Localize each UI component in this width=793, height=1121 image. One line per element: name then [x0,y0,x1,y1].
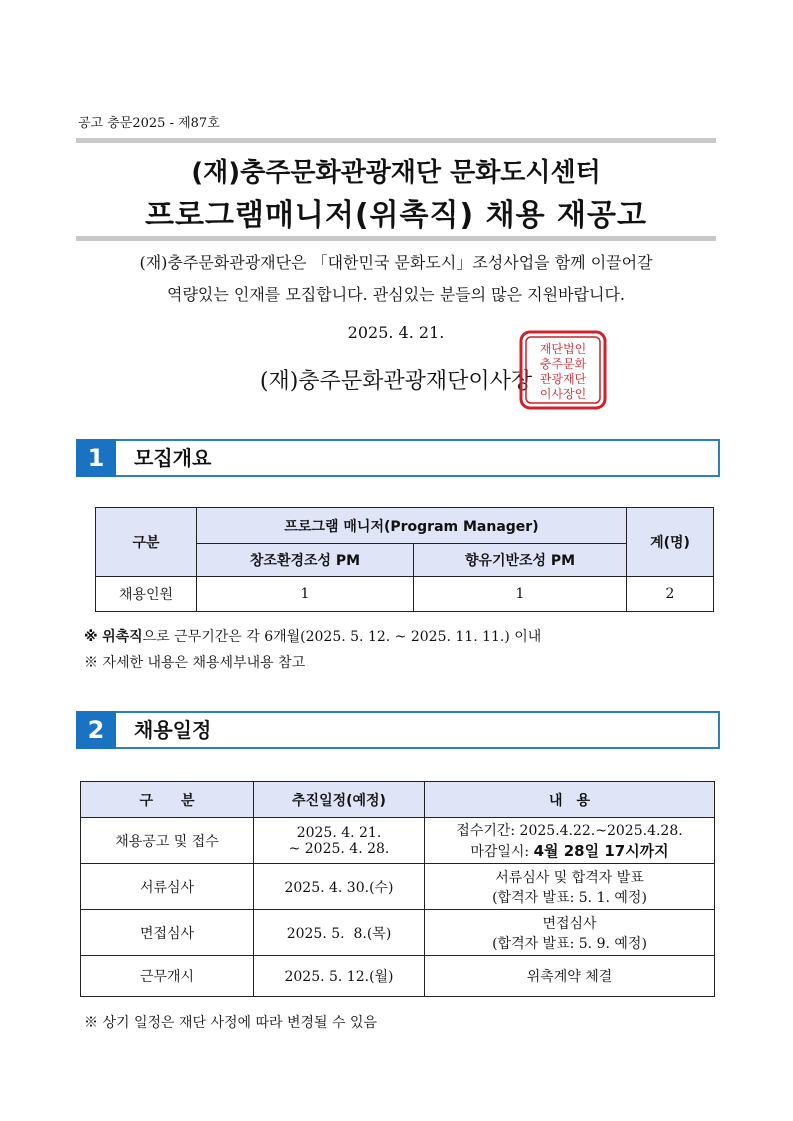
intro-line2: 역량있는 인재를 모집합니다. 관심있는 분들의 많은 지원바랍니다. [166,285,625,304]
recruitment-summary-table [95,507,714,612]
section2-number: 2 [76,711,116,749]
schedule-note: ※ 상기 일정은 재단 사정에 따라 변경될 수 있음 [84,1015,378,1031]
pm1-count: 1 [197,577,414,612]
row-category: 채용공고 및 접수 [81,818,254,864]
row-content [425,818,715,864]
header-content: 내 용 [425,782,715,818]
notice-date: 2025. 4. 21. [347,323,445,342]
header-pm2: 향유기반조성 PM [414,544,627,577]
row-content [425,910,715,956]
row-content-line2 [425,840,714,861]
header-division: 구 분 [81,782,254,818]
row-content-line2: (합격자 발표: 5. 1. 예정) [492,889,647,906]
title-line2: 프로그램매니저(위촉직) 채용 재공고 [144,198,647,233]
table-row [81,910,715,956]
row-date-line1: 2025. 4. 21. [296,824,382,841]
section1-title: 모집개요 [134,446,212,470]
table-row [81,818,715,864]
note1-rest: 으로 근무기간은 각 6개월(2025. 5. 12. ~ 2025. 11. 11.) 이내 [142,629,542,645]
header-pm1: 창조환경조성 PM [197,544,414,577]
row-category: 면접심사 [81,910,254,956]
top-divider [76,138,716,143]
seal-line3: 관광재단 [539,372,587,386]
row-date-line2: ~ 2025. 4. 28. [288,840,390,857]
row-content-line1: 서류심사 및 합격자 발표 [495,869,644,886]
row-category: 근무개시 [81,956,254,997]
total-count: 2 [627,577,714,612]
note-work-period [84,626,541,646]
signer-name: (재)충주문화관광재단이사장 [259,369,533,394]
row-date: 2025. 4. 30.(수) [254,864,425,910]
row-date [254,818,425,864]
bottom-divider [76,236,716,241]
deadline-bold: 4월 28일 17시까지 [533,842,669,860]
row-content [425,864,715,910]
row-content-line1: 접수기간: 2025.4.22.~2025.4.28. [456,823,683,839]
header-category: 구분 [96,508,197,577]
row-content: 위촉계약 체결 [425,956,715,997]
row-date: 2025. 5. 8.(목) [254,910,425,956]
section1-header [76,439,720,477]
intro-line1: (재)충주문화관광재단은 「대한민국 문화도시」조성사업을 함께 이끌어갈 [139,253,653,272]
section2-header [76,711,720,749]
table-row [81,956,715,997]
row-content-line2: (합격자 발표: 5. 9. 예정) [492,935,647,952]
note1-bold: 위촉직 [102,629,143,645]
seal-line1: 재단법인 [539,342,587,356]
notice-number: 공고 충문2025 - 제87호 [78,116,220,131]
row-label: 채용인원 [96,577,197,612]
note-details: ※ 자세한 내용은 채용세부내용 참고 [84,655,306,671]
row-category: 서류심사 [81,864,254,910]
row-date: 2025. 5. 12.(월) [254,956,425,997]
note1-mark: ※ [84,629,98,645]
pm2-count: 1 [414,577,627,612]
row-content-line1: 면접심사 [542,915,597,932]
section1-number: 1 [76,439,116,477]
section2-title: 채용일정 [134,718,212,742]
table-row [81,864,715,910]
schedule-table [80,781,715,997]
title-line1: (재)충주문화관광재단 문화도시센터 [191,158,601,188]
header-total: 계(명) [627,508,714,577]
header-schedule: 추진일정(예정) [254,782,425,818]
seal-line2: 충주문화 [539,357,587,371]
header-program: 프로그램 매니저(Program Manager) [197,508,627,544]
deadline-prefix: 마감일시: [470,844,534,860]
seal-line4: 이사장인 [539,387,587,401]
official-seal [519,330,607,410]
